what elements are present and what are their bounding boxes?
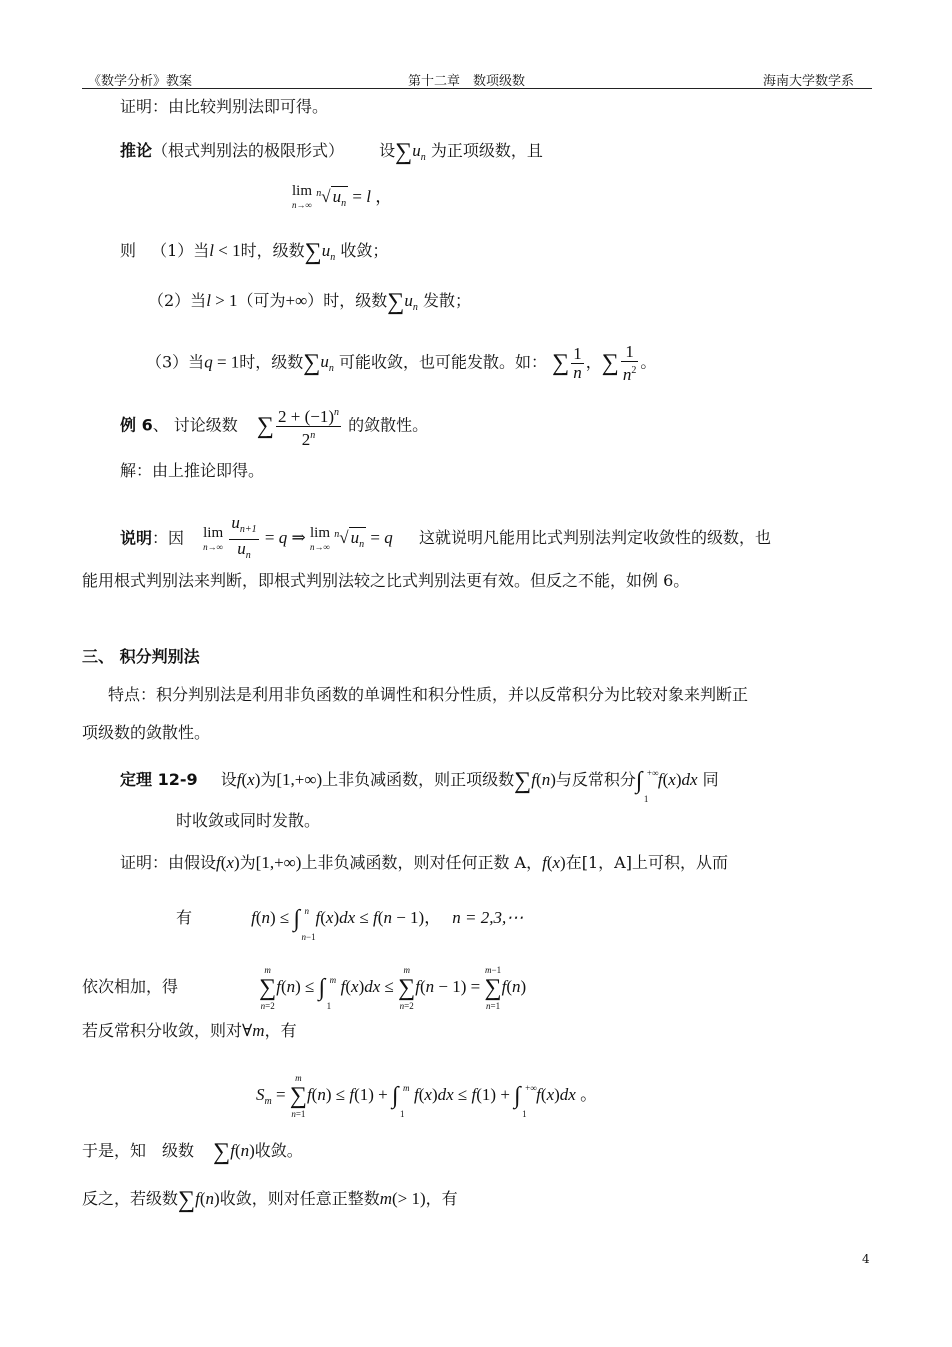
theorem-text-c: 上非负减函数，则正项级数 — [322, 769, 515, 789]
proof2-so-text-a: 于是，知 级数 — [82, 1141, 195, 1160]
series-sum-un: $\sum u_n$ — [395, 139, 426, 165]
proof2-converse-text-b: 收敛，则对任意正整数 — [219, 1189, 380, 1208]
proof2-so-line: 于是，知 级数 ∑f(n)收敛。 — [82, 1139, 303, 1165]
case2-text-c: ）时，级数 — [307, 291, 388, 310]
example-6-solution: 解：由上推论即得。 — [120, 461, 265, 480]
proof2-partial-sum: $S_m$ = m ∑ n=1 f(n) ≤ f(1) + ∫ m 1 f(x)dx ≤ f(1) + ∫ +∞ 1 f(x)dx 。 — [256, 1073, 598, 1119]
theorem-text-e: 同 — [702, 769, 719, 789]
remark-formula: lim n→∞ $\frac{u_{n+1}}{u_n}$ = q ⇒ lim n→∞ $^n$√ $u_n = q$ — [203, 513, 397, 561]
proof2-converse-line: 反之，若级数∑f(n)收敛，则对任意正整数m(> 1)，有 — [82, 1187, 458, 1213]
header-right: 海南大学数学系 — [763, 74, 855, 89]
proof2-sum-line: 依次相加，得 m ∑ n=2 f(n) ≤ ∫ m 1 f(x)dx ≤ m ∑ n=2 f(n − 1) = m−1 ∑ n=1 f(n) — [82, 965, 527, 1011]
case2-text-b: （可为 — [237, 291, 286, 310]
case2-text-a: （2）当 — [148, 291, 207, 310]
section-3-feature-line-1: 特点：积分判别法是利用非负函数的单调性和积分性质，并以反常积分为比较对象来判断正 — [108, 685, 749, 704]
proof2-have-line: 有 f(n) ≤ ∫ n n−1 f(x)dx ≤ f(n − 1)， n = 2,3,⋯ — [176, 906, 524, 942]
remark-text-b: 这就说明凡能用比式判别法判定收敛性的级数，也 — [418, 528, 771, 548]
remark-text-a: ：因 — [152, 528, 185, 548]
example-6-text-a: 、 讨论级数 — [152, 415, 238, 435]
section-3-title: 三、 积分判别法 — [82, 647, 200, 666]
proof2-conv-text-a: 若反常积分收敛，则对 — [82, 1021, 243, 1040]
proof2-text-b: 为 — [239, 853, 256, 872]
corollary-title: （根式判别法的极限形式） — [152, 141, 345, 160]
proof2-have: 有 — [176, 907, 193, 927]
case1-text-a: （1）当 — [151, 241, 210, 260]
proof2-conv-text-b: ，有 — [264, 1021, 297, 1040]
case3-text-b: 时，级数 — [239, 352, 304, 372]
proof-integral-line-1: 证明：由假设f(x)为[1,+∞)上非负减函数，则对任何正数 A，f(x)在[1，A]上可积，从而 — [120, 853, 728, 872]
theorem-line-2: 时收敛或同时发散。 — [176, 811, 321, 830]
proof2-so-text-b: 收敛。 — [254, 1141, 303, 1160]
corollary-case-3: （3）当q = 1时，级数$\sum u_n$ 可能收敛，也可能发散。如： ∑ $\frac{1}{n}$ ，∑ $\frac{1}{n^2}$ 。 — [146, 342, 657, 384]
case2-text-d: 发散； — [422, 291, 471, 310]
case-prefix: 则 — [120, 241, 137, 260]
example-6: 例 6、 讨论级数 ∑ $\frac{2 + (-1)^n}{2^n}$ 的敛散性。 — [120, 404, 428, 449]
theorem-text-b: 为 — [260, 769, 277, 789]
case1-text-c: 收敛； — [340, 241, 389, 260]
remark-label: 说明 — [120, 528, 153, 548]
theorem-label: 定理 12-9 — [120, 769, 198, 789]
case3-text-a: （3）当 — [146, 352, 205, 372]
theorem-text-d: 与反常积分 — [555, 769, 636, 789]
example-6-text-b: 的敛散性。 — [348, 415, 429, 435]
proof2-text-c: 上非负减函数，则对任何正数 A， — [301, 853, 543, 872]
remark-line-2: 能用根式判别法来判断，即根式判别法较之比式判别法更有效。但反之不能，如例 6。 — [82, 571, 690, 590]
case3-text-c: 可能收敛，也可能发散。如： — [339, 352, 548, 372]
corollary-case-2: （2）当l > 1（可为+∞）时，级数$\sum u_n$ 发散； — [148, 289, 471, 315]
remark — [120, 514, 771, 565]
proof-comparison: 证明：由比较判别法即可得。 — [120, 97, 329, 116]
proof2-text-a: 证明：由假设 — [120, 853, 217, 872]
proof2-n-range: n = 2,3,⋯ — [452, 907, 524, 927]
corollary-statement — [120, 140, 543, 169]
proof2-text-d: 在[1，A]上可积，从而 — [565, 853, 728, 872]
proof2-conv-line: 若反常积分收敛，则对∀m，有 — [82, 1021, 297, 1040]
theorem-12-9: 定理 12-9 设f(x)为[1,+∞)上非负减函数，则正项级数∑f(n)与反常积分 ∫ +∞ 1 f(x)dx 同 — [120, 767, 719, 804]
case3-comma: ， — [585, 352, 602, 372]
corollary-set-text: 设 — [379, 141, 396, 160]
header-left: 《数学分析》教案 — [88, 74, 193, 89]
theorem-text-a: 设 — [220, 769, 237, 789]
header-rule — [82, 88, 872, 89]
limit-root-formula: lim n→∞ $^n$√ $u_n = l$ ， — [292, 183, 393, 211]
case3-period: 。 — [640, 352, 657, 372]
corollary-label: 推论 — [120, 141, 153, 160]
corollary-positive-text: 为正项级数，且 — [430, 141, 543, 160]
section-3-feature-line-2: 项级数的敛散性。 — [82, 723, 211, 742]
page-number: 4 — [862, 1252, 870, 1266]
proof2-sum-prefix: 依次相加，得 — [82, 976, 179, 996]
proof2-converse-text-c: ，有 — [425, 1189, 458, 1208]
case1-text-b: 时，级数 — [240, 241, 305, 260]
example-6-label: 例 6 — [120, 415, 153, 435]
proof2-converse-text-a: 反之，若级数 — [82, 1189, 179, 1208]
corollary-case-1: 则 （1）当l < 1时，级数$\sum u_n$ 收敛； — [120, 239, 389, 265]
header-center: 第十二章 数项级数 — [408, 74, 526, 89]
